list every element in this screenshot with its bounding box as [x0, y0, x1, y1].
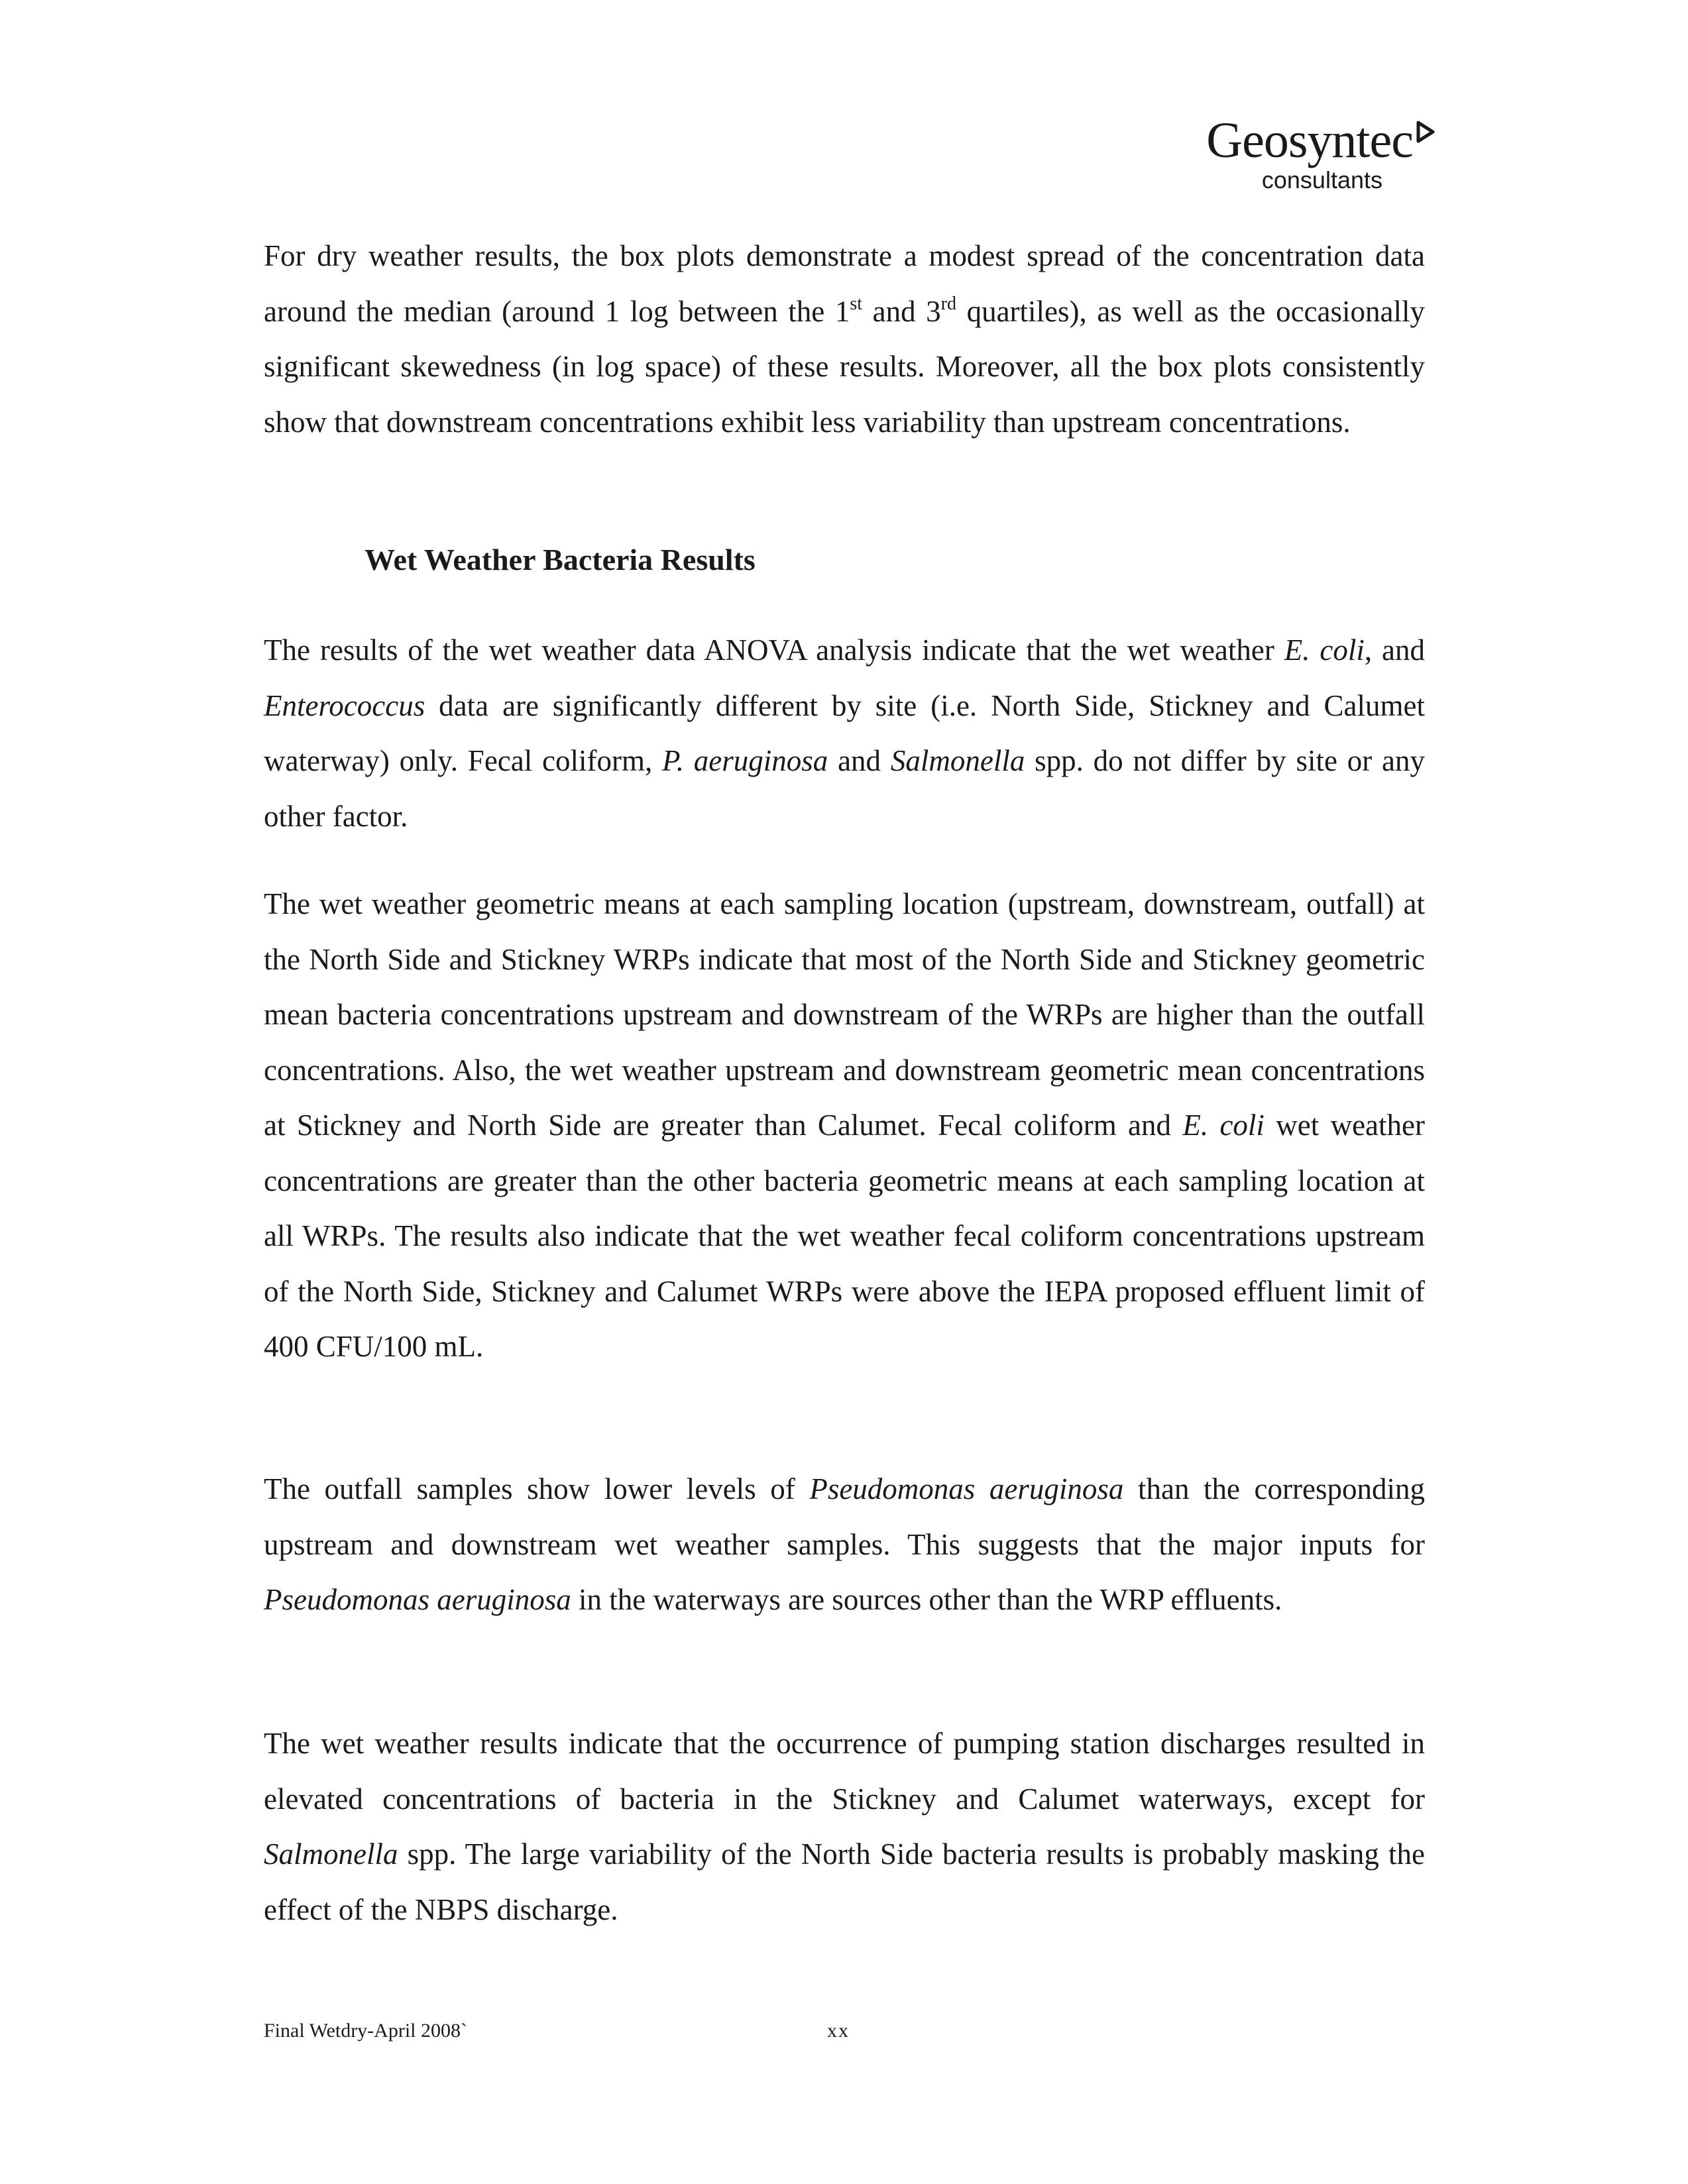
- paragraph-outfall: [264, 1462, 1425, 1628]
- paragraph-anova: [264, 623, 1425, 844]
- text-run: The outfall samples show lower levels of: [264, 1472, 810, 1505]
- species-name: P. aeruginosa: [662, 744, 828, 777]
- paragraph-pumping-station: [264, 1716, 1425, 1938]
- page-number: xx: [827, 2020, 850, 2042]
- superscript: st: [850, 293, 863, 314]
- species-name: Salmonella: [264, 1837, 398, 1871]
- text-run: For dry weather results, the box plots demonstrate a modest spread of the concentration data around the median (around 1 log between the 1: [264, 239, 1425, 328]
- species-name: E. coli: [1182, 1109, 1265, 1142]
- text-run: The results of the wet weather data ANOVA analysis indicate that the wet weather: [264, 633, 1284, 667]
- text-run: , and: [1364, 633, 1425, 667]
- species-name: Pseudomonas aeruginosa: [809, 1472, 1124, 1505]
- text-run: data are significantly different by site (i.e. North Side, Stickney and Calumet waterway) only. Fecal coliform,: [264, 688, 1425, 777]
- text-run: and: [828, 744, 891, 777]
- footer-document-id: Final Wetdry-April 2008`: [264, 2020, 467, 2042]
- species-name: Salmonella: [890, 744, 1025, 777]
- text-run: spp. do not differ by site or any other factor.: [264, 744, 1425, 833]
- text-run: quartiles), as well as the occasionally significant skewedness (in log space) of these results. Moreover, all the box plots consistently show that downstream concentrations exhibit less variability than upstream concentrations.: [264, 294, 1425, 439]
- text-run: spp. The large variability of the North Side bacteria results is probably masking the effect of the NBPS discharge.: [264, 1837, 1425, 1926]
- text-run: The wet weather results indicate that the occurrence of pumping station discharges resulted in elevated concentrations of bacteria in the Stickney and Calumet waterways, except for: [264, 1727, 1425, 1816]
- text-run: wet weather concentrations are greater than the other bacteria geometric means at each sampling location at all WRPs. The results also indicate that the wet weather fecal coliform concentrations upstream of the North Side, Stickney and Calumet WRPs were above the IEPA proposed effluent limit of 400 CFU/100 mL.: [264, 1109, 1425, 1363]
- text-run: The wet weather geometric means at each sampling location (upstream, downstream, outfall) at the North Side and Stickney WRPs indicate that most of the North Side and Stickney geometric mean bacteria concentrations upstream and downstream of the WRPs are higher than the outfall concentrations. Also, the wet weather upstream and downstream geometric mean concentrations at Stickney and North Side are greater than Calumet. Fecal coliform and: [264, 887, 1425, 1142]
- text-run: and 3: [862, 294, 941, 328]
- company-logo: [1206, 114, 1416, 193]
- logo-name: Geosyntec: [1206, 113, 1413, 168]
- species-name: E. coli: [1284, 633, 1365, 667]
- text-run: in the waterways are sources other than the WRP effluents.: [571, 1583, 1282, 1616]
- section-heading: Wet Weather Bacteria Results: [365, 543, 756, 576]
- text-run: than the corresponding upstream and downstream wet weather samples. This suggests that the major inputs for: [264, 1472, 1425, 1561]
- superscript: rd: [940, 293, 956, 314]
- logo-subtitle: consultants: [1261, 166, 1382, 193]
- species-name: Pseudomonas aeruginosa: [264, 1583, 571, 1616]
- paragraph-geometric-means: [264, 877, 1425, 1375]
- species-name: Enterococcus: [264, 688, 425, 722]
- paragraph-dry-weather: [264, 229, 1425, 450]
